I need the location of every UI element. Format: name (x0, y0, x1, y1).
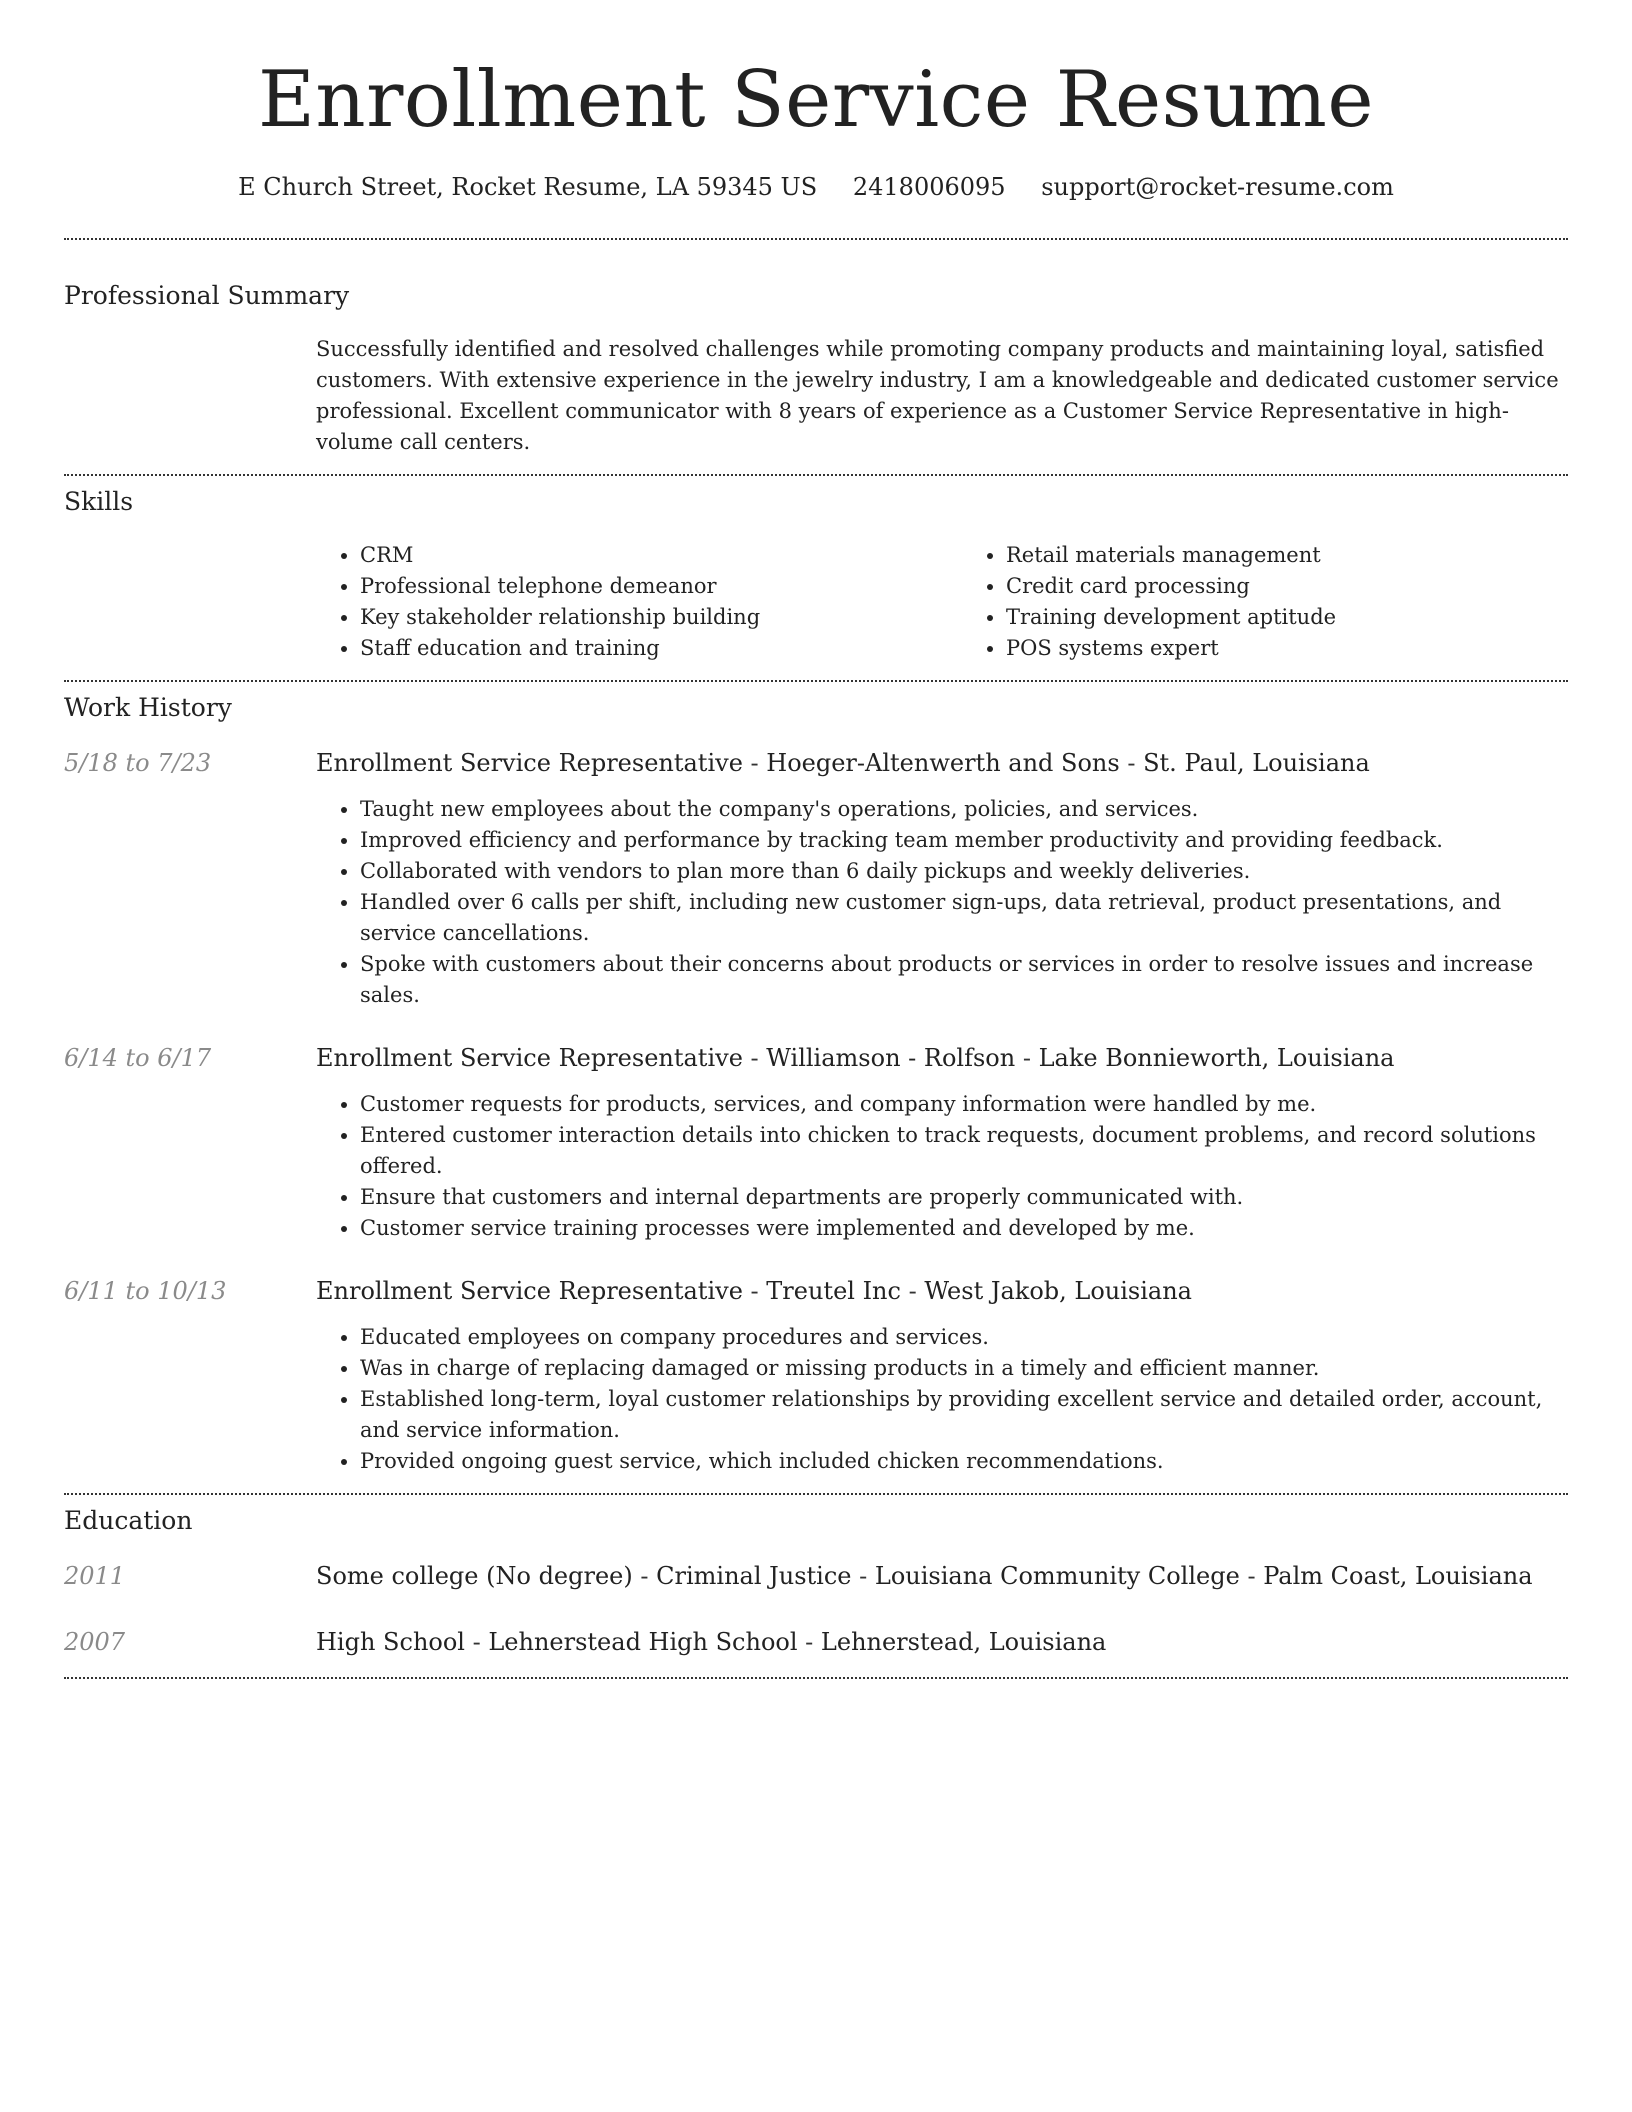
education-section (64, 1505, 1568, 1659)
job-title-line: Enrollment Service Representative - Hoeger-Altenwerth and Sons - St. Paul, Louisiana (316, 749, 1370, 777)
work-heading: Work History (64, 693, 232, 722)
education-entry (64, 1559, 1568, 1593)
job-company: Williamson - Rolfson (766, 1044, 1016, 1072)
education-location: Lehnerstead, Louisiana (820, 1628, 1107, 1656)
job-title-line: Enrollment Service Representative - Williamson - Rolfson - Lake Bonnieworth, Louisiana (316, 1044, 1395, 1072)
job-location: Lake Bonnieworth, Louisiana (1038, 1044, 1395, 1072)
job-bullet: • Taught new employees about the company's operations, policies, and services. (360, 794, 1568, 825)
divider (64, 1677, 1568, 1679)
job-company: Hoeger-Altenwerth and Sons (766, 749, 1120, 777)
job-title: Enrollment Service Representative (316, 1277, 743, 1305)
summary-text: Successfully identified and resolved challenges while promoting company products and maintaining loyal, satisfied customers. With extensive experience in the jewelry industry, I am a knowledgeable and dedicated customer service professional. Excellent communicator with 8 years of experience as a Customer Service Representative in high-volume call centers. (316, 337, 1559, 454)
job-title: Enrollment Service Representative (316, 1044, 743, 1072)
divider (64, 1493, 1568, 1495)
job-bullet: • Was in charge of replacing damaged or missing products in a timely and efficient manner. (360, 1353, 1568, 1384)
job-bullet: • Educated employees on company procedures and services. (360, 1322, 1568, 1353)
summary-section (64, 280, 1568, 458)
education-degree: High School (316, 1628, 465, 1656)
skills-list-right (962, 540, 1568, 664)
job-bullets (316, 1322, 1568, 1477)
job-entry (64, 1274, 1568, 1477)
education-line: Some college (No degree) - Criminal Justice - Louisiana Community College - Palm Coast, Louisiana (316, 1562, 1533, 1590)
job-header (64, 1274, 1568, 1308)
divider (64, 680, 1568, 682)
skills-section (64, 486, 1568, 664)
summary-heading: Professional Summary (64, 281, 350, 310)
education-line: High School - Lehnerstead High School - Lehnerstead, Louisiana (316, 1628, 1107, 1656)
job-location: St. Paul, Louisiana (1143, 749, 1370, 777)
job-bullet: • Improved efficiency and performance by tracking team member productivity and providing feedback. (360, 825, 1568, 856)
education-year: 2007 (64, 1628, 126, 1656)
education-school: Lehnerstead High School (488, 1628, 798, 1656)
job-bullet: • Ensure that customers and internal departments are properly communicated with. (360, 1182, 1568, 1213)
skill-item: • Professional telephone demeanor (360, 571, 922, 602)
job-header (64, 746, 1568, 780)
job-title: Enrollment Service Representative (316, 749, 743, 777)
contact-line (64, 170, 1568, 204)
job-company: Treutel Inc (766, 1277, 901, 1305)
job-bullet: • Customer requests for products, services, and company information were handled by me. (360, 1089, 1568, 1120)
job-location: West Jakob, Louisiana (924, 1277, 1192, 1305)
contact-address: E Church Street, Rocket Resume, LA 59345 US (238, 173, 818, 201)
job-title-line: Enrollment Service Representative - Treutel Inc - West Jakob, Louisiana (316, 1277, 1192, 1305)
job-bullet: • Handled over 6 calls per shift, including new customer sign-ups, data retrieval, product presentations, and service cancellations. (360, 887, 1568, 949)
divider (64, 238, 1568, 240)
job-bullet: • Provided ongoing guest service, which included chicken recommendations. (360, 1446, 1568, 1477)
job-entry (64, 1041, 1568, 1244)
job-bullets (316, 794, 1568, 1011)
skill-item: • Staff education and training (360, 633, 922, 664)
skill-item: • Training development aptitude (1006, 602, 1568, 633)
skill-item: • CRM (360, 540, 922, 571)
job-dates: 6/14 to 6/17 (64, 1044, 212, 1072)
contact-email: support@rocket-resume.com (1041, 173, 1394, 201)
resume-title: Enrollment Service Resume (257, 55, 1375, 145)
job-header (64, 1041, 1568, 1075)
job-dates: 6/11 to 10/13 (64, 1277, 227, 1305)
skill-item: • Credit card processing (1006, 571, 1568, 602)
skill-item: • POS systems expert (1006, 633, 1568, 664)
job-bullets (316, 1089, 1568, 1244)
education-school: Louisiana Community College (874, 1562, 1240, 1590)
job-bullet: • Established long-term, loyal customer relationships by providing excellent service and detailed order, account, and service information. (360, 1384, 1568, 1446)
job-bullet: • Customer service training processes were implemented and developed by me. (360, 1213, 1568, 1244)
skills-grid (316, 540, 1568, 664)
education-year: 2011 (64, 1562, 126, 1590)
education-entry (64, 1625, 1568, 1659)
job-dates: 5/18 to 7/23 (64, 749, 212, 777)
skills-heading: Skills (64, 487, 134, 516)
education-field: Criminal Justice (656, 1562, 852, 1590)
skill-item: • Retail materials management (1006, 540, 1568, 571)
work-section (64, 692, 1568, 1477)
education-heading: Education (64, 1506, 193, 1535)
contact-phone: 2418006095 (852, 173, 1006, 201)
job-bullet: • Collaborated with vendors to plan more than 6 daily pickups and weekly deliveries. (360, 856, 1568, 887)
education-degree: Some college (No degree) (316, 1562, 633, 1590)
divider (64, 474, 1568, 476)
job-bullet: • Spoke with customers about their concerns about products or services in order to resolve issues and increase sales. (360, 949, 1568, 1011)
skills-list-left (316, 540, 922, 664)
skill-item: • Key stakeholder relationship building (360, 602, 922, 633)
job-bullet: • Entered customer interaction details into chicken to track requests, document problems, and record solutions offered. (360, 1120, 1568, 1182)
job-entry (64, 746, 1568, 1011)
education-location: Palm Coast, Louisiana (1263, 1562, 1533, 1590)
